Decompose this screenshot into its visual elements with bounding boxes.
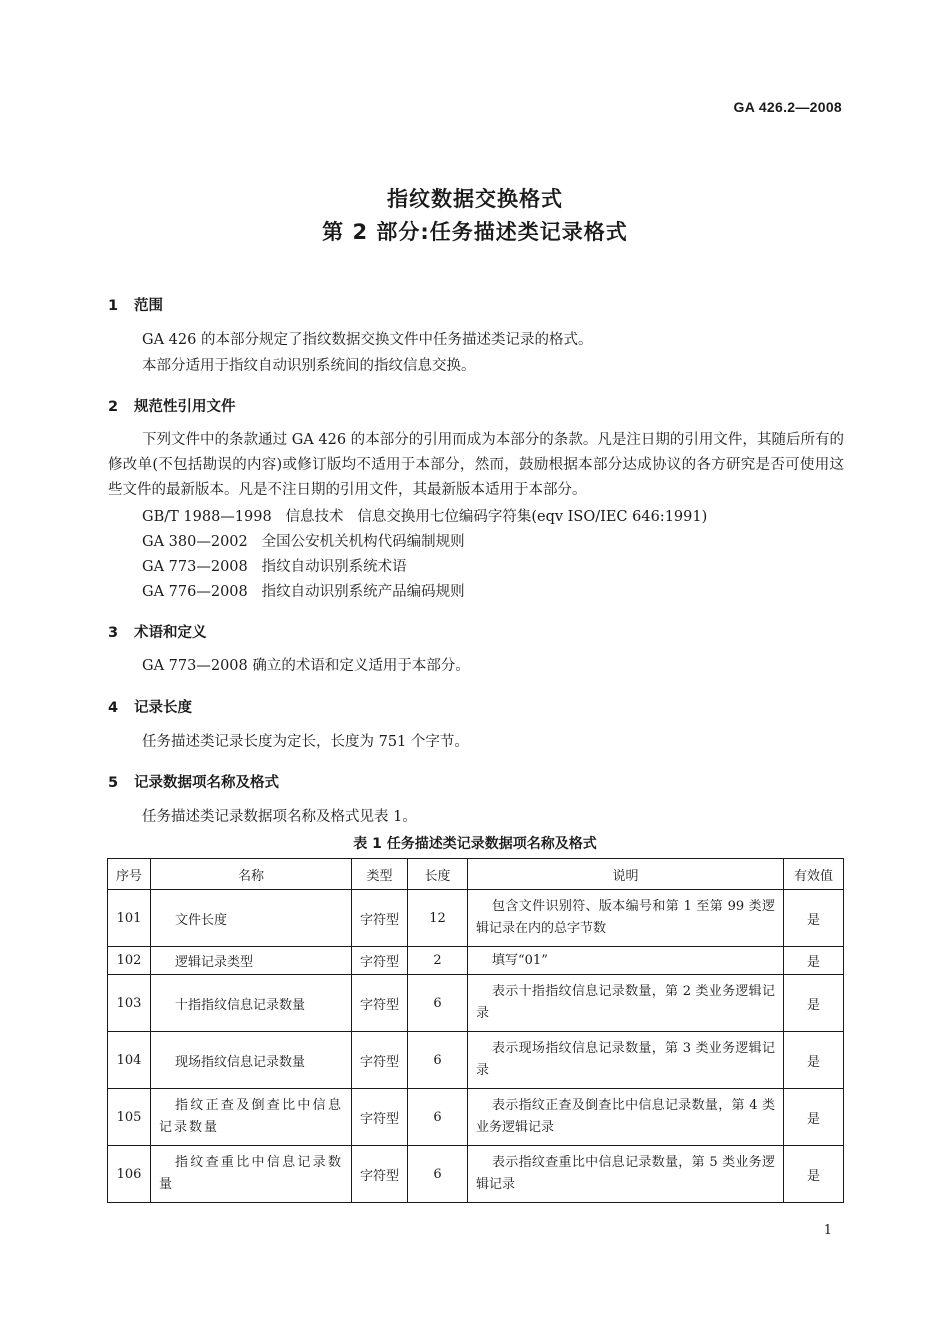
cell-description: 表示十指指纹信息记录数量，第 2 类业务逻辑记录: [468, 975, 784, 1032]
section-title: 记录长度: [134, 700, 192, 716]
cell-description: 填写“01”: [468, 947, 784, 975]
cell-no: 102: [108, 947, 151, 975]
table-header-row: [108, 859, 844, 890]
cell-length: 6: [408, 1089, 468, 1146]
reference-item: GA 773—2008 指纹自动识别系统术语: [142, 559, 407, 575]
cell-description: 表示现场指纹信息记录数量，第 3 类业务逻辑记录: [468, 1032, 784, 1089]
section-2-paragraph: 下列文件中的条款通过 GA 426 的本部分的引用而成为本部分的条款。凡是注日期的引用文件，其随后所有的修改单(不包括勘误的内容)或修订版均不适用于本部分，然而，鼓励根据本部分达成协议的各方研究是否可使用这些文件的最新版本。凡是不注日期的引用文件，其最新版本适用于本部分。: [108, 432, 844, 498]
cell-length: 6: [408, 975, 468, 1032]
section-number: 2: [108, 399, 119, 415]
cell-no: 105: [108, 1089, 151, 1146]
cell-no: 101: [108, 890, 151, 947]
cell-valid: 是: [784, 947, 844, 975]
cell-description: 包含文件识别符、版本编号和第 1 至第 99 类逻辑记录在内的总字节数: [468, 890, 784, 947]
table-row: [108, 947, 844, 975]
header-no: 序号: [108, 859, 151, 890]
cell-name: 指纹正查及倒查比中信息记录数量: [151, 1089, 352, 1146]
header-name: 名称: [151, 859, 352, 890]
section-title: 范围: [134, 298, 163, 314]
cell-name: 十指指纹信息记录数量: [151, 975, 352, 1032]
section-title: 规范性引用文件: [134, 399, 236, 415]
cell-valid: 是: [784, 1089, 844, 1146]
header-type: 类型: [352, 859, 408, 890]
cell-valid: 是: [784, 890, 844, 947]
section-3-heading: [108, 621, 207, 642]
cell-name: 逻辑记录类型: [151, 947, 352, 975]
table-row: [108, 975, 844, 1032]
section-title: 记录数据项名称及格式: [134, 775, 279, 791]
document-subtitle: 第 2 部分:任务描述类记录格式: [322, 220, 628, 244]
cell-name: 现场指纹信息记录数量: [151, 1032, 352, 1089]
cell-valid: 是: [784, 975, 844, 1032]
cell-type: 字符型: [352, 1089, 408, 1146]
cell-type: 字符型: [352, 890, 408, 947]
cell-valid: 是: [784, 1032, 844, 1089]
cell-no: 103: [108, 975, 151, 1032]
table-row: [108, 890, 844, 947]
header-valid: 有效值: [784, 859, 844, 890]
section-1-paragraph-2: 本部分适用于指纹自动识别系统间的指纹信息交换。: [142, 358, 476, 374]
reference-item: GA 776—2008 指纹自动识别系统产品编码规则: [142, 584, 465, 600]
section-2-heading: [108, 395, 236, 416]
cell-valid: 是: [784, 1146, 844, 1203]
reference-item: GB/T 1988—1998 信息技术 信息交换用七位编码字符集(eqv ISO/IEC 646:1991): [142, 509, 708, 525]
section-4-paragraph: 任务描述类记录长度为定长，长度为 751 个字节。: [142, 734, 469, 750]
table-row: [108, 1089, 844, 1146]
document-title: 指纹数据交换格式: [387, 187, 563, 211]
cell-no: 106: [108, 1146, 151, 1203]
cell-type: 字符型: [352, 1032, 408, 1089]
section-number: 4: [108, 700, 119, 716]
section-5-heading: [108, 771, 279, 792]
cell-description: 表示指纹查重比中信息记录数量，第 5 类业务逻辑记录: [468, 1146, 784, 1203]
section-number: 5: [108, 775, 119, 791]
table-row: [108, 1032, 844, 1089]
cell-name: 指纹查重比中信息记录数量: [151, 1146, 352, 1203]
cell-length: 6: [408, 1146, 468, 1203]
cell-type: 字符型: [352, 975, 408, 1032]
header-length: 长度: [408, 859, 468, 890]
cell-no: 104: [108, 1032, 151, 1089]
table-row: [108, 1146, 844, 1203]
cell-length: 6: [408, 1032, 468, 1089]
data-items-table: [107, 858, 844, 1203]
section-title: 术语和定义: [134, 625, 207, 641]
section-4-heading: [108, 696, 192, 717]
cell-length: 12: [408, 890, 468, 947]
section-3-paragraph: GA 773—2008 确立的术语和定义适用于本部分。: [142, 658, 470, 674]
cell-name: 文件长度: [151, 890, 352, 947]
reference-item: GA 380—2002 全国公安机关机构代码编制规则: [142, 534, 465, 550]
standard-number: GA 426.2—2008: [733, 99, 842, 115]
cell-length: 2: [408, 947, 468, 975]
section-1-heading: [108, 294, 163, 315]
section-1-paragraph-1: GA 426 的本部分规定了指纹数据交换文件中任务描述类记录的格式。: [142, 332, 593, 348]
section-number: 1: [108, 298, 119, 314]
section-5-paragraph: 任务描述类记录数据项名称及格式见表 1。: [142, 809, 417, 825]
header-description: 说明: [468, 859, 784, 890]
table-caption: 表 1 任务描述类记录数据项名称及格式: [353, 836, 597, 852]
page-number: 1: [823, 1223, 832, 1238]
cell-type: 字符型: [352, 947, 408, 975]
cell-description: 表示指纹正查及倒查比中信息记录数量，第 4 类业务逻辑记录: [468, 1089, 784, 1146]
cell-type: 字符型: [352, 1146, 408, 1203]
section-number: 3: [108, 625, 119, 641]
